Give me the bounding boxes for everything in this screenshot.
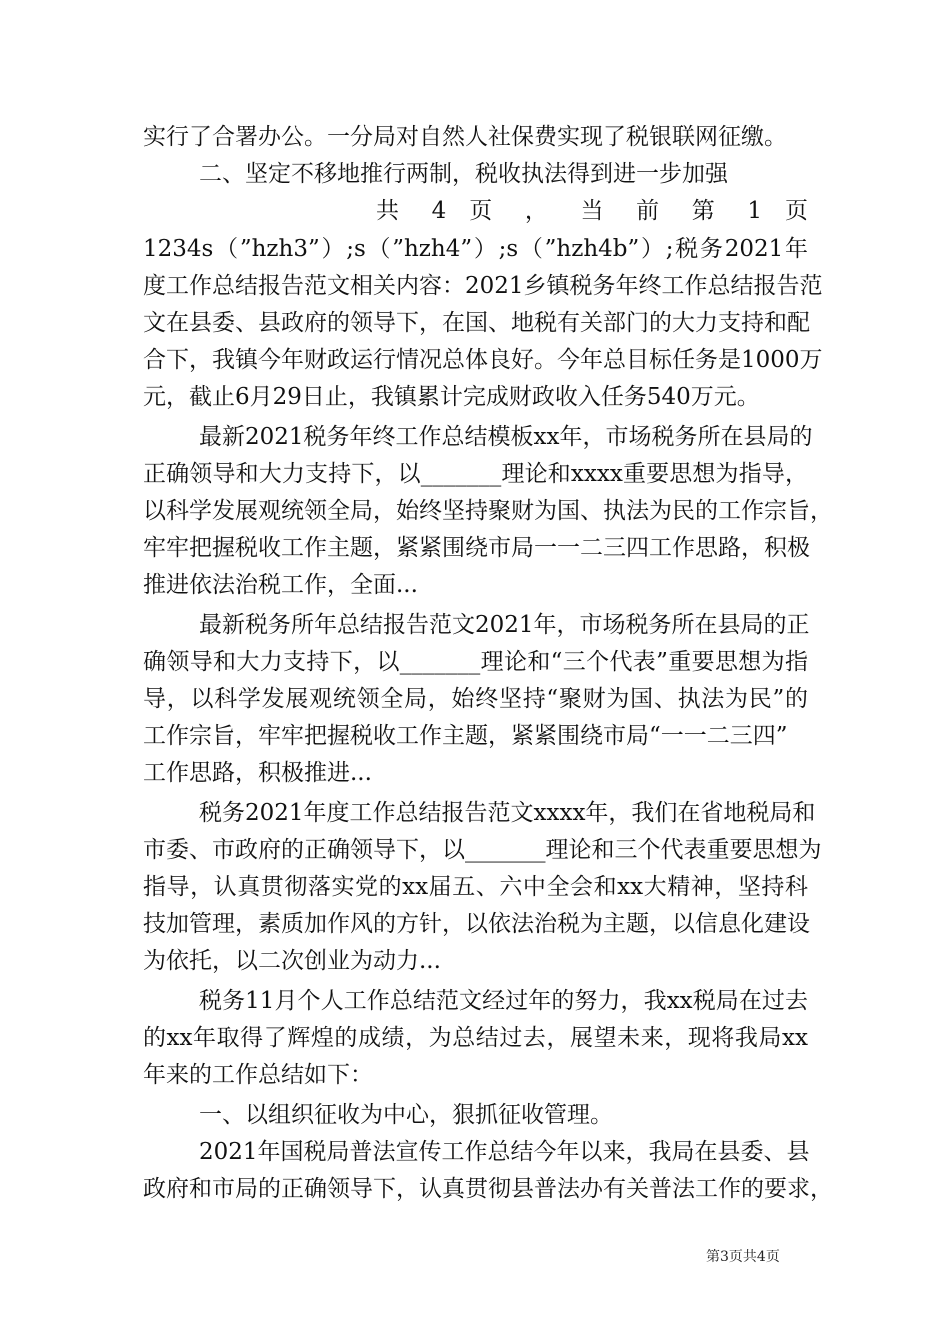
text-line: 牢牢把握税收工作主题，紧紧围绕市局一一二三四工作思路，积极: [143, 535, 810, 561]
text-line: 市委、市政府的正确领导下，以_______理论和三个代表重要思想为: [143, 837, 822, 863]
text-line: 确领导和大力支持下，以_______理论和“三个代表”重要思想为指: [143, 649, 808, 675]
text-line: 年来的工作总结如下：: [143, 1062, 373, 1088]
paragraph-start: 2021年国税局普法宣传工作总结今年以来，我局在县委、县: [199, 1139, 810, 1165]
text-line: 的xx年取得了辉煌的成绩，为总结过去，展望未来，现将我局xx: [143, 1025, 808, 1051]
text-line: 实行了合署办公。一分局对自然人社保费实现了税银联网征缴。: [143, 124, 787, 150]
text-line: 合下，我镇今年财政运行情况总体良好。今年总目标任务是1000万: [143, 347, 823, 373]
text-line: 指导，认真贯彻落实党的xx届五、六中全会和xx大精神，坚持科: [143, 874, 808, 900]
text-line: 为依托，以二次创业为动力...: [143, 948, 441, 974]
text-line: 政府和市局的正确领导下，认真贯彻县普法办有关普法工作的要求，: [143, 1176, 833, 1202]
section-heading: 二、坚定不移地推行两制，税收执法得到进一步加强: [199, 161, 728, 187]
paragraph-start: 最新税务所年总结报告范文2021年，市场税务所在县局的正: [199, 612, 810, 638]
page-footer: 第3页共4页: [706, 1249, 780, 1265]
text-line: 工作思路，积极推进...: [143, 760, 372, 786]
text-line: 元，截止6月29日止，我镇累计完成财政收入任务540万元。: [143, 384, 760, 410]
paragraph-start: 税务2021年度工作总结报告范文xxxx年，我们在省地税局和: [199, 800, 816, 826]
text-line: 技加管理，素质加作风的方针，以依法治税为主题，以信息化建设: [143, 911, 810, 937]
text-line: 度工作总结报告范文相关内容：2021乡镇税务年终工作总结报告范: [143, 273, 823, 299]
paragraph-start: 税务11月个人工作总结范文经过年的努力，我xx税局在过去: [199, 988, 808, 1014]
text-line: 文在县委、县政府的领导下，在国、地税有关部门的大力支持和配: [143, 310, 810, 336]
text-line: 1234s（”hzh3”）;s（”hzh4”）;s（”hzh4b”）;税务2021年: [143, 236, 808, 262]
text-line: 推进依法治税工作，全面...: [143, 572, 418, 598]
section-heading: 一、以组织征收为中心，狠抓征收管理。: [199, 1102, 613, 1128]
text-line: 以科学发展观统领全局，始终坚持聚财为国、执法为民的工作宗旨，: [143, 498, 833, 524]
page-indicator: 共 4 页 ， 当 前 第 1 页: [376, 198, 808, 224]
text-line: 工作宗旨，牢牢把握税收工作主题，紧紧围绕市局“一一二三四”: [143, 723, 788, 749]
text-line: 正确领导和大力支持下，以_______理论和xxxx重要思想为指导，: [143, 461, 808, 487]
text-line: 导，以科学发展观统领全局，始终坚持“聚财为国、执法为民”的: [143, 686, 808, 712]
paragraph-start: 最新2021税务年终工作总结模板xx年，市场税务所在县局的: [199, 424, 813, 450]
